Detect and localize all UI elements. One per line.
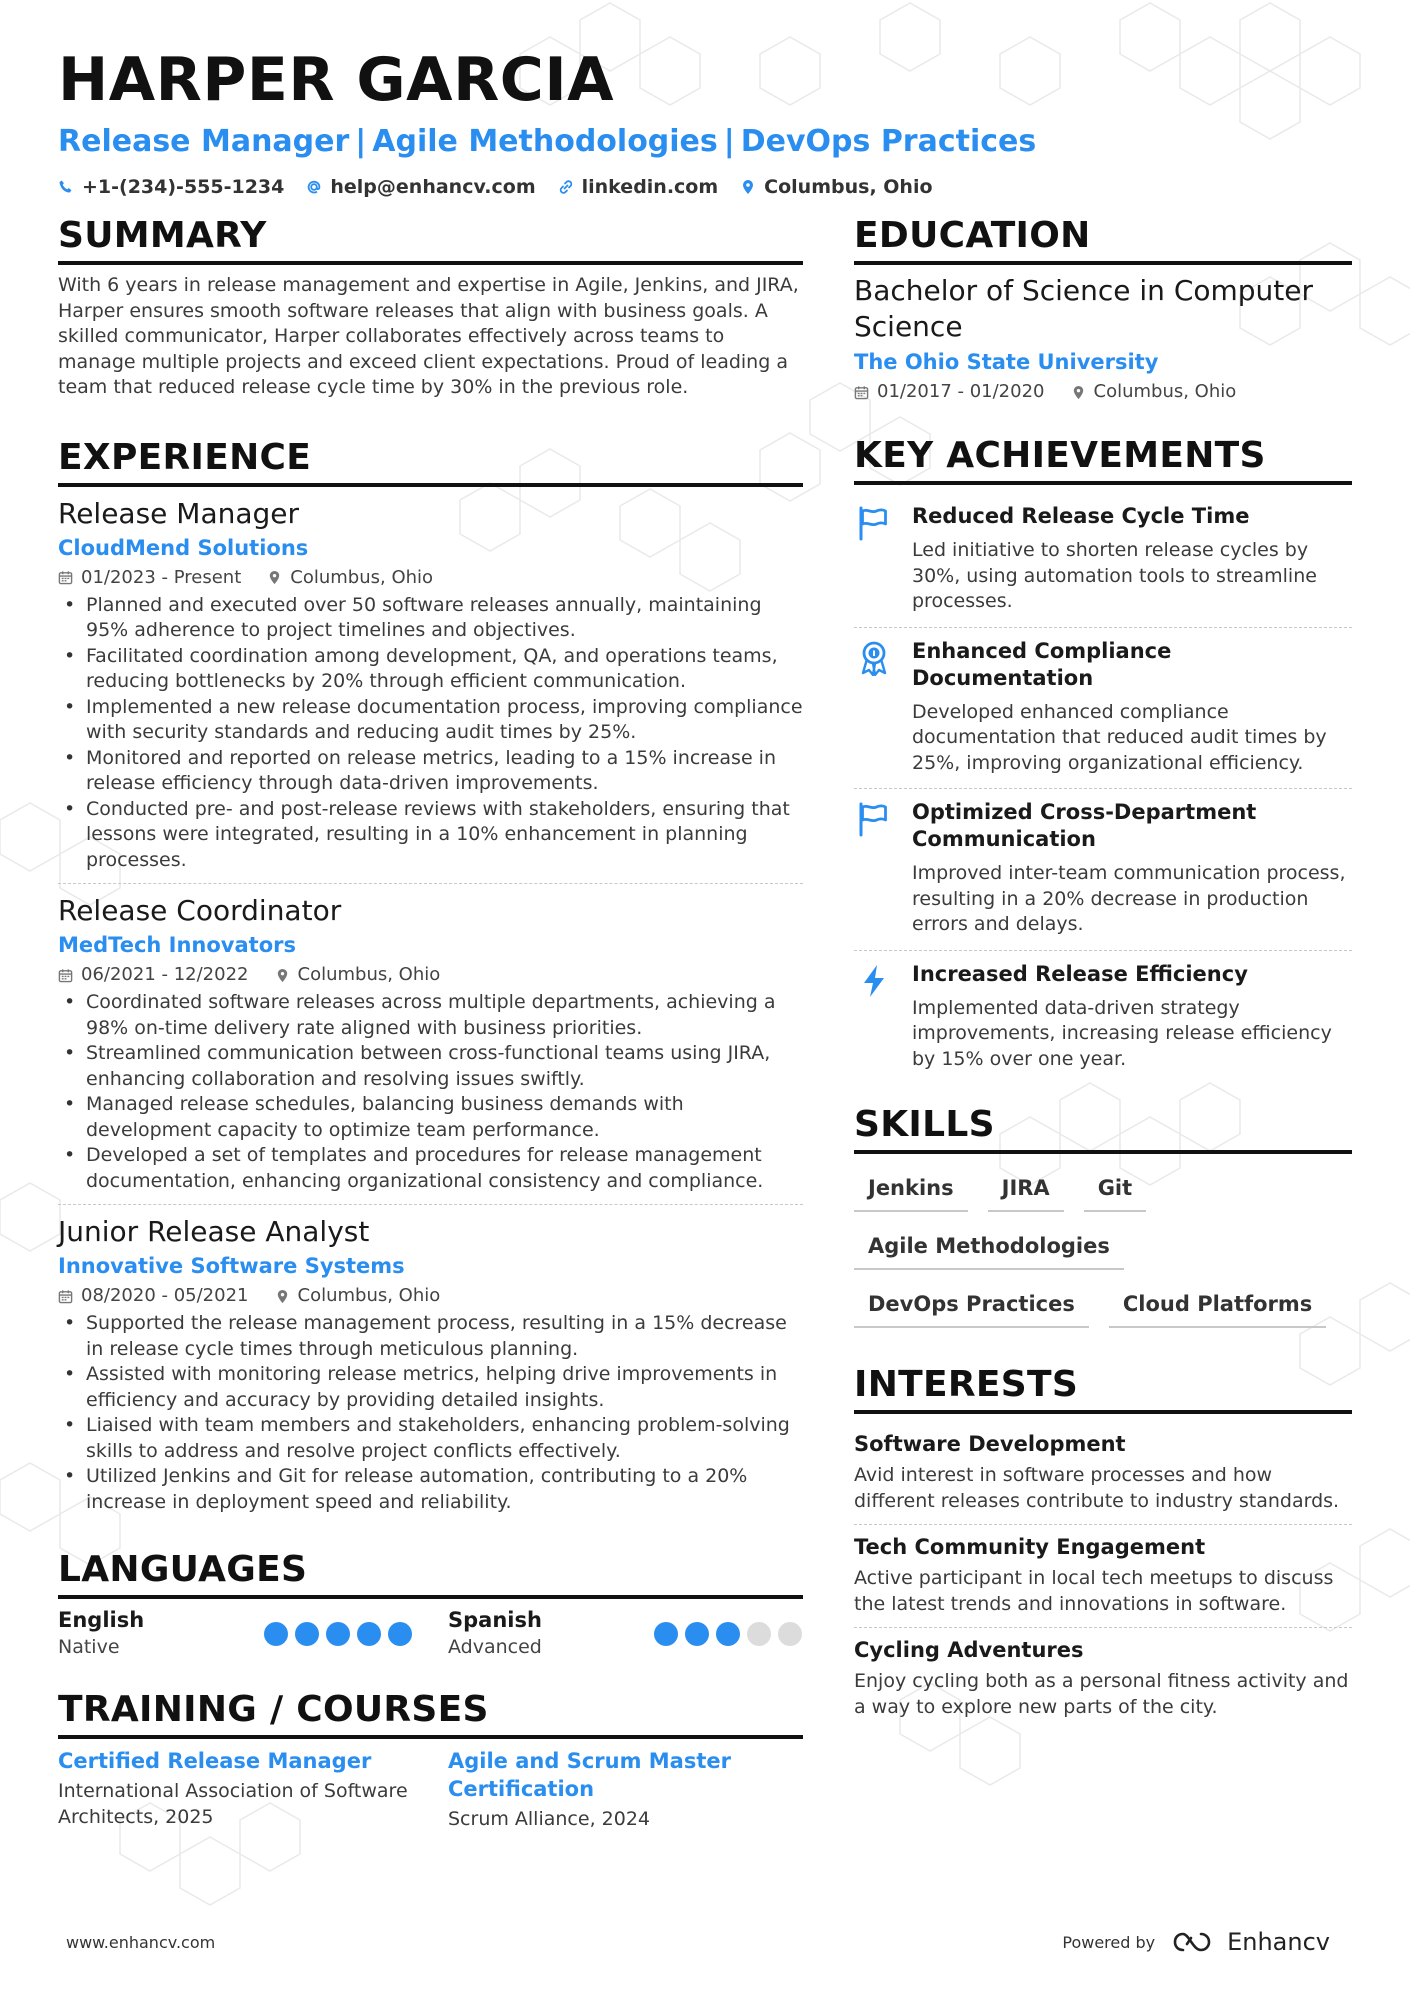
bullet-item: • Liaised with team members and stakeholders, enhancing problem-solving skills to address and resolve project conflicts effectively. bbox=[58, 1413, 803, 1464]
job-dates: 01/2023 - Present bbox=[81, 566, 242, 588]
proficiency-dot bbox=[685, 1622, 709, 1646]
achievement-description: Improved inter-team communication process, resulting in a 20% decrease in production errors and delays. bbox=[912, 862, 1346, 935]
proficiency-dot bbox=[778, 1622, 802, 1646]
at-sign-icon bbox=[306, 179, 322, 195]
headline-separator: | bbox=[723, 124, 735, 159]
achievement-description: Led initiative to shorten release cycles by 30%, using automation tools to streamline processes. bbox=[912, 539, 1317, 612]
footer-branding bbox=[1062, 1928, 1330, 1956]
skill-tag: Git bbox=[1084, 1168, 1146, 1212]
location-text: Columbus, Ohio bbox=[764, 176, 933, 198]
proficiency-dot bbox=[388, 1622, 412, 1646]
proficiency-dot bbox=[295, 1622, 319, 1646]
summary-section bbox=[58, 213, 803, 401]
flag-icon bbox=[856, 801, 892, 837]
job-dates: 08/2020 - 05/2021 bbox=[81, 1285, 249, 1306]
bullet-item: • Utilized Jenkins and Git for release automation, contributing to a 20% increase in deployment speed and reliability. bbox=[58, 1464, 803, 1515]
achievement-entry bbox=[854, 789, 1352, 951]
skills-list bbox=[854, 1162, 1352, 1328]
job-bullets bbox=[58, 593, 803, 874]
job-dates: 06/2021 - 12/2022 bbox=[81, 964, 249, 985]
skill-tag: Cloud Platforms bbox=[1109, 1284, 1326, 1328]
resume-header bbox=[58, 44, 1358, 200]
email-text: help@enhancv.com bbox=[330, 176, 536, 198]
job-meta bbox=[58, 563, 803, 593]
contact-linkedin[interactable] bbox=[558, 174, 719, 200]
company-name: MedTech Innovators bbox=[58, 933, 296, 957]
course-entry bbox=[58, 1747, 412, 1832]
job-entry bbox=[58, 892, 803, 1205]
school-name: The Ohio State University bbox=[854, 350, 1159, 374]
education-meta bbox=[854, 377, 1352, 407]
languages-list bbox=[58, 1607, 803, 1661]
courses-list bbox=[58, 1747, 803, 1832]
award-ribbon-icon bbox=[856, 640, 892, 676]
location-pin-icon bbox=[275, 1289, 290, 1304]
calendar-icon bbox=[58, 968, 73, 983]
page-footer bbox=[66, 1928, 1330, 1956]
location-pin-icon bbox=[275, 968, 290, 983]
calendar-icon bbox=[58, 1289, 73, 1304]
interest-title: Cycling Adventures bbox=[854, 1638, 1084, 1662]
candidate-name: HARPER GARCIA bbox=[58, 45, 615, 115]
skill-tag: DevOps Practices bbox=[854, 1284, 1089, 1328]
calendar-icon bbox=[854, 385, 869, 400]
phone-icon bbox=[58, 179, 74, 195]
skills-section bbox=[854, 1102, 1352, 1328]
bullet-item: • Managed release schedules, balancing business demands with development capacity to optimize team performance. bbox=[58, 1092, 803, 1143]
headline-title: Release Manager bbox=[58, 124, 350, 159]
achievement-entry bbox=[854, 493, 1352, 628]
section-heading: KEY ACHIEVEMENTS bbox=[854, 433, 1352, 485]
course-title: Agile and Scrum Master Certification bbox=[448, 1749, 731, 1801]
language-level: Native bbox=[58, 1636, 120, 1658]
training-section bbox=[58, 1687, 803, 1832]
company-name: Innovative Software Systems bbox=[58, 1254, 405, 1278]
right-column bbox=[854, 213, 1352, 1730]
section-heading: EDUCATION bbox=[854, 213, 1352, 265]
education-location: Columbus, Ohio bbox=[1093, 381, 1237, 402]
location-pin-icon bbox=[740, 179, 756, 195]
language-name: English bbox=[58, 1608, 145, 1632]
language-entry bbox=[58, 1607, 412, 1661]
company-name: CloudMend Solutions bbox=[58, 535, 309, 560]
interest-title: Tech Community Engagement bbox=[854, 1535, 1206, 1559]
section-heading: TRAINING / COURSES bbox=[58, 1687, 803, 1739]
degree-title: Bachelor of Science in Computer Science bbox=[854, 274, 1314, 343]
achievement-title: Increased Release Efficiency bbox=[912, 961, 1248, 986]
headline-titles bbox=[58, 120, 1358, 164]
skill-tag: Jenkins bbox=[854, 1168, 968, 1212]
interest-title: Software Development bbox=[854, 1432, 1126, 1456]
contact-bar bbox=[58, 174, 1358, 200]
job-meta bbox=[58, 1281, 803, 1311]
achievement-title: Enhanced Compliance Documentation bbox=[912, 638, 1172, 690]
proficiency-dot bbox=[747, 1622, 771, 1646]
link-icon bbox=[558, 179, 574, 195]
proficiency-dots bbox=[264, 1622, 412, 1646]
bullet-item: • Assisted with monitoring release metrics, helping drive improvements in efficiency and accuracy by providing detailed insights. bbox=[58, 1362, 803, 1413]
job-entry bbox=[58, 495, 803, 885]
left-column bbox=[58, 213, 803, 1832]
skill-tag: JIRA bbox=[988, 1168, 1064, 1212]
bullet-item: • Coordinated software releases across multiple departments, achieving a 98% on-time delivery rate aligned with business priorities. bbox=[58, 990, 803, 1041]
flag-icon bbox=[856, 505, 892, 541]
interests-section bbox=[854, 1362, 1352, 1730]
footer-url[interactable]: www.enhancv.com bbox=[66, 1932, 216, 1952]
bullet-item: • Developed a set of templates and procedures for release management documentation, enhancing organizational consistency and compliance. bbox=[58, 1143, 803, 1194]
section-heading: INTERESTS bbox=[854, 1362, 1352, 1414]
job-bullets bbox=[58, 1311, 803, 1515]
bullet-item: • Supported the release management process, resulting in a 15% decrease in release cycle times through meticulous planning. bbox=[58, 1311, 803, 1362]
job-entry bbox=[58, 1213, 803, 1525]
skill-tag: Agile Methodologies bbox=[854, 1226, 1124, 1270]
achievement-description: Implemented data-driven strategy improvements, increasing release efficiency by 15% over one year. bbox=[912, 996, 1332, 1070]
section-heading: SUMMARY bbox=[58, 213, 803, 265]
proficiency-dot bbox=[716, 1622, 740, 1646]
summary-text: With 6 years in release management and expertise in Agile, Jenkins, and JIRA, Harper ensures smooth software releases that align with business goals. A skilled communicator, Harper collaborates effectively across teams to manage multiple projects and exceed client expectations. Proud of leading a team that reduced release cycle time by 30% in the previous role. bbox=[58, 274, 799, 398]
language-entry bbox=[448, 1607, 802, 1661]
job-title: Release Coordinator bbox=[58, 894, 342, 927]
achievement-description: Developed enhanced compliance documentation that reduced audit times by 25%, improving organizational efficiency. bbox=[912, 700, 1327, 774]
achievement-title: Reduced Release Cycle Time bbox=[912, 504, 1250, 528]
proficiency-dot bbox=[654, 1622, 678, 1646]
section-heading: SKILLS bbox=[854, 1102, 1352, 1154]
interest-description: Avid interest in software processes and how different releases contribute to industry standards. bbox=[854, 1464, 1340, 1512]
job-location: Columbus, Ohio bbox=[297, 964, 441, 985]
lightning-bolt-icon bbox=[856, 963, 892, 999]
interest-description: Enjoy cycling both as a personal fitness activity and a way to explore new parts of the city. bbox=[854, 1670, 1349, 1718]
brand-name: Enhancv bbox=[1227, 1928, 1330, 1956]
bullet-item: • Planned and executed over 50 software releases annually, maintaining 95% adherence to project timelines and objectives. bbox=[58, 593, 803, 644]
job-location: Columbus, Ohio bbox=[297, 1285, 441, 1306]
contact-email[interactable] bbox=[306, 174, 535, 200]
headline-title: Agile Methodologies bbox=[372, 124, 718, 159]
phone-text: +1-(234)-555-1234 bbox=[82, 176, 285, 198]
interest-entry bbox=[854, 1628, 1352, 1730]
achievement-entry bbox=[854, 628, 1352, 790]
powered-by-label: Powered by bbox=[1062, 1932, 1156, 1952]
bullet-item: • Implemented a new release documentation process, improving compliance with security standards and reducing audit times by 25%. bbox=[58, 695, 803, 746]
achievement-title: Optimized Cross-Department Communication bbox=[912, 800, 1257, 851]
proficiency-dots bbox=[654, 1622, 802, 1646]
enhancv-logo-icon bbox=[1173, 1930, 1217, 1954]
language-name: Spanish bbox=[448, 1608, 542, 1632]
education-dates: 01/2017 - 01/2020 bbox=[877, 381, 1045, 402]
job-location: Columbus, Ohio bbox=[290, 566, 434, 588]
experience-section bbox=[58, 435, 803, 1526]
job-title: Release Manager bbox=[58, 496, 300, 530]
course-provider: International Association of Software Architects, 2025 bbox=[58, 1780, 408, 1828]
contact-location bbox=[740, 174, 932, 200]
proficiency-dot bbox=[264, 1622, 288, 1646]
interest-description: Active participant in local tech meetups to discuss the latest trends and innovations in software. bbox=[854, 1567, 1334, 1615]
proficiency-dot bbox=[357, 1622, 381, 1646]
location-pin-icon bbox=[267, 570, 282, 585]
bullet-item: • Facilitated coordination among development, QA, and operations teams, reducing bottlenecks by 20% through efficient communication. bbox=[58, 644, 803, 695]
course-title: Certified Release Manager bbox=[58, 1749, 372, 1773]
contact-phone[interactable] bbox=[58, 174, 284, 200]
linkedin-text: linkedin.com bbox=[581, 176, 719, 198]
location-pin-icon bbox=[1071, 385, 1086, 400]
calendar-icon bbox=[58, 570, 73, 585]
achievement-entry bbox=[854, 951, 1352, 1085]
interest-entry bbox=[854, 1422, 1352, 1525]
course-entry bbox=[448, 1747, 802, 1832]
education-section bbox=[854, 213, 1352, 407]
bullet-item: • Streamlined communication between cross-functional teams using JIRA, enhancing collaboration and resolving issues swiftly. bbox=[58, 1041, 803, 1092]
job-meta bbox=[58, 960, 803, 990]
interest-entry bbox=[854, 1525, 1352, 1628]
brand-logo[interactable] bbox=[1173, 1928, 1330, 1956]
achievements-section bbox=[854, 433, 1352, 1084]
section-heading: LANGUAGES bbox=[58, 1547, 803, 1599]
job-bullets bbox=[58, 990, 803, 1194]
headline-separator: | bbox=[355, 124, 367, 159]
language-level: Advanced bbox=[448, 1636, 542, 1658]
course-provider: Scrum Alliance, 2024 bbox=[448, 1808, 650, 1830]
bullet-item: • Monitored and reported on release metrics, leading to a 15% increase in release efficiency through data-driven improvements. bbox=[58, 746, 803, 797]
languages-section bbox=[58, 1547, 803, 1661]
job-title: Junior Release Analyst bbox=[58, 1215, 370, 1248]
section-heading: EXPERIENCE bbox=[58, 435, 803, 487]
headline-title: DevOps Practices bbox=[740, 124, 1037, 159]
proficiency-dot bbox=[326, 1622, 350, 1646]
bullet-item: • Conducted pre- and post-release reviews with stakeholders, ensuring that lessons were integrated, resulting in a 10% enhancement in planning processes. bbox=[58, 797, 803, 874]
